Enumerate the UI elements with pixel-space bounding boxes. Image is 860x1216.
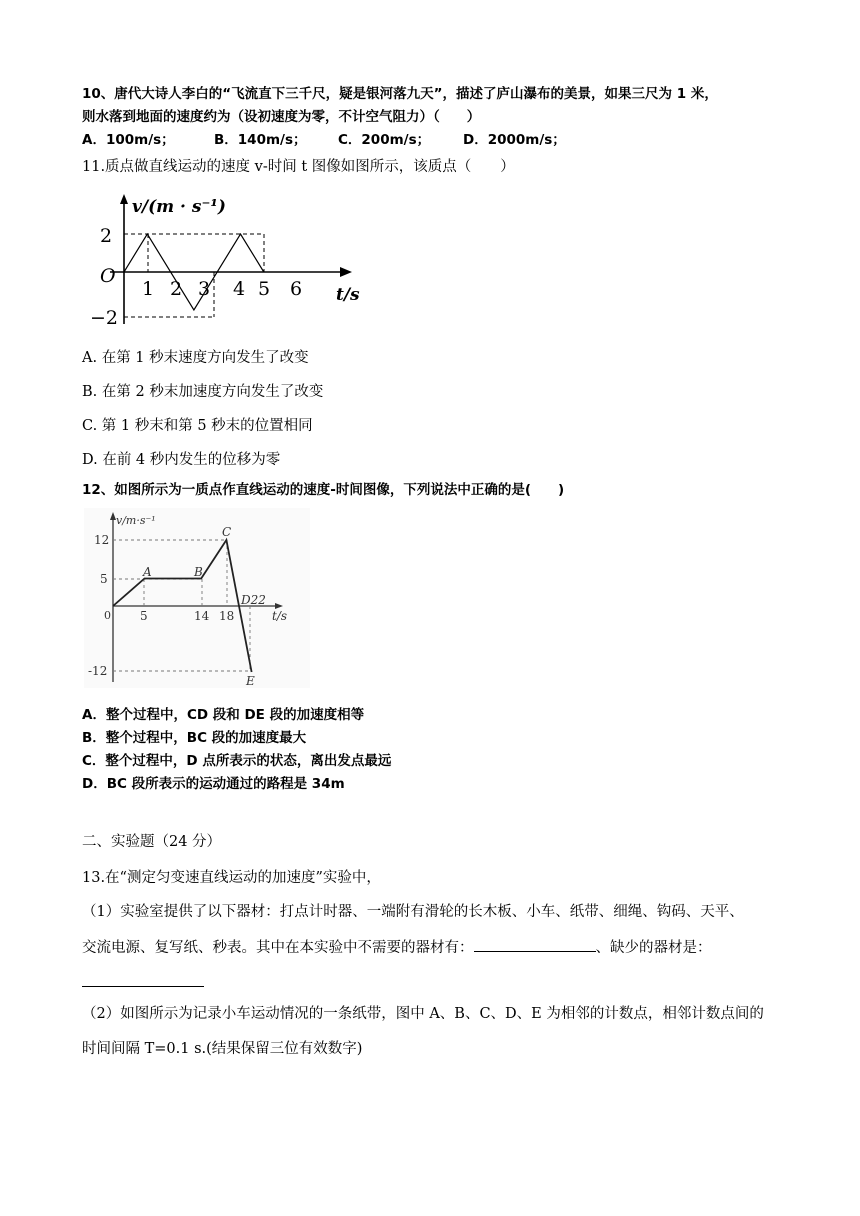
q10-options bbox=[82, 130, 566, 150]
q11-y-arrow bbox=[120, 194, 128, 204]
q11-x-arrow bbox=[340, 267, 352, 277]
q12-xtick-14: 14 bbox=[194, 609, 210, 623]
q12-point-c: C bbox=[222, 525, 232, 539]
q12-ytick-5: 5 bbox=[100, 572, 108, 586]
q12-ytick-neg12: -12 bbox=[88, 664, 108, 678]
q12-point-b: B bbox=[194, 565, 203, 579]
q13-part1-line1: （1）实验室提供了以下器材：打点计时器、一端附有滑轮的长木板、小车、纸带、细绳、钩码、天平、 bbox=[82, 904, 744, 920]
q12-y-label: v/m·s⁻¹ bbox=[116, 514, 156, 527]
q11-y-label: v/(m · s⁻¹) bbox=[132, 197, 226, 217]
q11-ytick-2: 2 bbox=[100, 225, 113, 247]
q12-option-a: A．整个过程中，CD 段和 DE 段的加速度相等 bbox=[82, 707, 365, 723]
q13-part1-text-a: 交流电源、复写纸、秒表。其中在本实验中不需要的器材有： bbox=[82, 940, 474, 956]
q13-part1-text-b: 、缺少的器材是： bbox=[595, 940, 712, 956]
q11-stem: 11.质点做直线运动的速度 v-时间 t 图像如图所示，该质点（ ） bbox=[82, 159, 515, 175]
q11-xtick-6: 6 bbox=[290, 278, 303, 300]
q11-xtick-2: 2 bbox=[170, 278, 183, 300]
q11-option-a: A. 在第 1 秒末速度方向发生了改变 bbox=[82, 350, 309, 366]
q11-option-c: C. 第 1 秒末和第 5 秒末的位置相同 bbox=[82, 418, 313, 434]
q10-option-b: B．140m/s； bbox=[214, 132, 307, 148]
q12-vt-graph bbox=[84, 508, 310, 688]
q11-xtick-1: 1 bbox=[142, 278, 155, 300]
q10-line2: 则水落到地面的速度约为（设初速度为零，不计空气阻力）（ ） bbox=[82, 109, 481, 125]
q13-part2-line1: （2）如图所示为记录小车运动情况的一条纸带，图中 A、B、C、D、E 为相邻的计数点，相邻计数点间的 bbox=[82, 1006, 764, 1022]
q10-option-c: C．200m/s； bbox=[338, 132, 431, 148]
q12-ytick-12: 12 bbox=[94, 533, 110, 547]
q12-option-d: D．BC 段所表示的运动通过的路程是 34m bbox=[82, 776, 345, 792]
q12-point-a: A bbox=[143, 565, 152, 579]
q11-option-b: B. 在第 2 秒末加速度方向发生了改变 bbox=[82, 384, 324, 400]
q12-point-e: E bbox=[246, 674, 255, 688]
q13-stem: 13.在“测定匀变速直线运动的加速度”实验中， bbox=[82, 870, 381, 886]
q12-x-label: t/s bbox=[272, 609, 288, 623]
q11-ytick-neg2: −2 bbox=[90, 307, 119, 329]
q12-option-b: B．整个过程中，BC 段的加速度最大 bbox=[82, 730, 307, 746]
q13-missing-blank[interactable] bbox=[82, 986, 204, 987]
q11-x-label: t/s bbox=[336, 285, 360, 305]
q10-option-a: A．100m/s； bbox=[82, 132, 175, 148]
q13-part2-line2: 时间间隔 T=0.1 s.(结果保留三位有效数字) bbox=[82, 1041, 363, 1057]
q11-vt-graph bbox=[88, 190, 363, 330]
q11-xtick-4: 4 bbox=[233, 278, 246, 300]
q12-option-c: C．整个过程中，D 点所表示的状态，离出发点最远 bbox=[82, 753, 392, 769]
q12-xtick-18: 18 bbox=[219, 609, 235, 623]
q12-origin-label: 0 bbox=[104, 609, 111, 622]
q10-line1: 10、唐代大诗人李白的“飞流直下三千尺，疑是银河落九天”，描述了庐山瀑布的美景，如果三尺为 1 米， bbox=[82, 86, 718, 102]
q12-stem: 12、如图所示为一质点作直线运动的速度-时间图像，下列说法中正确的是( ) bbox=[82, 482, 565, 498]
q11-origin-label: O bbox=[100, 265, 116, 287]
q12-xtick-5: 5 bbox=[140, 609, 148, 623]
q12-point-d22: D22 bbox=[241, 593, 266, 607]
section-2-title: 二、实验题（24 分） bbox=[82, 834, 222, 850]
q11-option-d: D. 在前 4 秒内发生的位移为零 bbox=[82, 452, 281, 468]
q11-xtick-3: 3 bbox=[198, 278, 211, 300]
q13-part1-line2 bbox=[82, 937, 712, 958]
q13-unneeded-blank[interactable] bbox=[474, 937, 596, 952]
q11-xtick-5: 5 bbox=[258, 278, 271, 300]
q10-option-d: D．2000m/s； bbox=[463, 132, 566, 148]
